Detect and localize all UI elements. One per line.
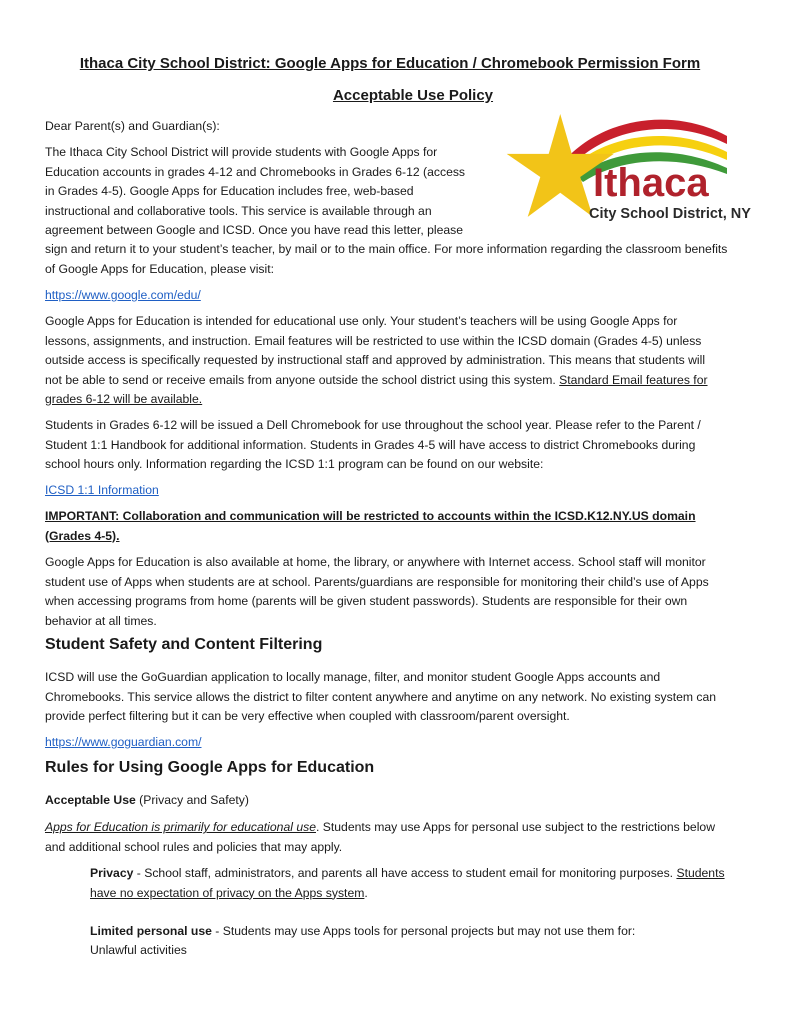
apps-primary-paragraph	[45, 818, 725, 857]
ithaca-logo	[505, 108, 751, 230]
intro-paragraph-top	[45, 143, 505, 241]
privacy-paragraph	[90, 864, 730, 903]
acceptable-use-line	[45, 791, 249, 811]
icsd-info-link[interactable]: ICSD 1:1 Information	[45, 483, 159, 497]
google-edu-link[interactable]: https://www.google.com/edu/	[45, 288, 201, 302]
document-subtitle: Acceptable Use Policy	[332, 87, 494, 104]
greeting: Dear Parent(s) and Guardian(s):	[45, 119, 220, 133]
intro-paragraph-rest: sign and return it to your student’s teacher, by mail or to the main office. For more information regarding the classroom benefits of Google Apps for Education, please visit:	[45, 242, 728, 276]
safety-heading: Student Safety and Content Filtering	[45, 636, 323, 653]
limited-use-paragraph	[90, 922, 730, 942]
home-paragraph: Google Apps for Education is also available at home, the library, or anywhere with Internet access. School staff will monitor student use of Apps when students are at school. Parents/guardians are responsible for monitoring their child’s use of Apps when accessing programs from home (parents will be given student passwords). Students are responsible for their own behavior at all times.	[45, 555, 709, 628]
privacy-end: .	[364, 885, 368, 900]
acceptable-use-suffix: (Privacy and Safety)	[135, 793, 249, 807]
edu-text: Google Apps for Education is intended for educational use only. Your student’s teachers will be using Google Apps for lessons, assignments, and instruction. Email features will be restricted to use within the ICSD domain (Grades 4-5) unless outside access is specifically requested by instructional staff and approved by administration. This means that students will not be able to send or receive emails from anyone outside the school district using this system.	[45, 314, 706, 387]
rules-heading: Rules for Using Google Apps for Education	[45, 759, 375, 776]
apps-primary-rest: . Students may use Apps for personal use subject to the restrictions below and additional school rules and policies that may apply.	[45, 820, 715, 854]
limited-text: - Students may use Apps tools for personal projects but may not use them for:	[211, 924, 636, 938]
limited-item: Unlawful activities	[90, 943, 187, 957]
document-title: Ithaca City School District: Google Apps for Education / Chromebook Permission Form	[79, 55, 701, 72]
intro-line: The Ithaca City School District will provide students with Google Apps for	[45, 145, 438, 159]
acceptable-use-label: Acceptable Use	[45, 793, 136, 807]
important-notice: IMPORTANT: Collaboration and communication will be restricted to accounts within the ICSD.K12.NY.US domain (Grades 4-5).	[45, 509, 696, 543]
privacy-text: - School staff, administrators, and parents all have access to student email for monitoring purposes.	[133, 866, 677, 880]
safety-paragraph: ICSD will use the GoGuardian application to locally manage, filter, and monitor student Google Apps accounts and Chromebooks. This service allows the district to filter content anywhere and anytime on any network. No existing system can provide perfect filtering but it can be very effective when coupled with classroom/parent oversight.	[45, 670, 717, 723]
logo-tagline: City School District, NY	[589, 206, 751, 222]
chromebook-paragraph: Students in Grades 6-12 will be issued a Dell Chromebook for use throughout the school year. Please refer to the Parent / Student 1:1 Handbook for additional information. Students in Grades 4-5 will have access to district Chromebooks during school hours only. Information regarding the ICSD 1:1 program can be found on our website:	[45, 418, 701, 471]
logo-word: Ithaca	[593, 161, 709, 205]
intro-line: Education accounts in grades 4-12 and Chromebooks in Grades 6-12 (access	[45, 164, 466, 179]
intro-line: instructional and collaborative tools. This service is available through an	[45, 203, 432, 218]
intro-line: agreement between Google and ICSD. Once you have read this letter, please	[45, 223, 464, 237]
edu-underlined: Standard Email features for grades 6-12 will be available.	[45, 372, 708, 406]
goguardian-link[interactable]: https://www.goguardian.com/	[45, 735, 202, 749]
edu-paragraph	[45, 312, 725, 410]
privacy-underlined: Students have no expectation of privacy on the Apps system	[90, 866, 725, 900]
intro-line: in Grades 4-5). Google Apps for Education includes free, web-based	[45, 184, 414, 198]
limited-label: Limited personal use	[90, 924, 212, 938]
apps-primary-underlined: Apps for Education is primarily for educational use	[45, 820, 316, 834]
privacy-label: Privacy	[90, 866, 134, 880]
